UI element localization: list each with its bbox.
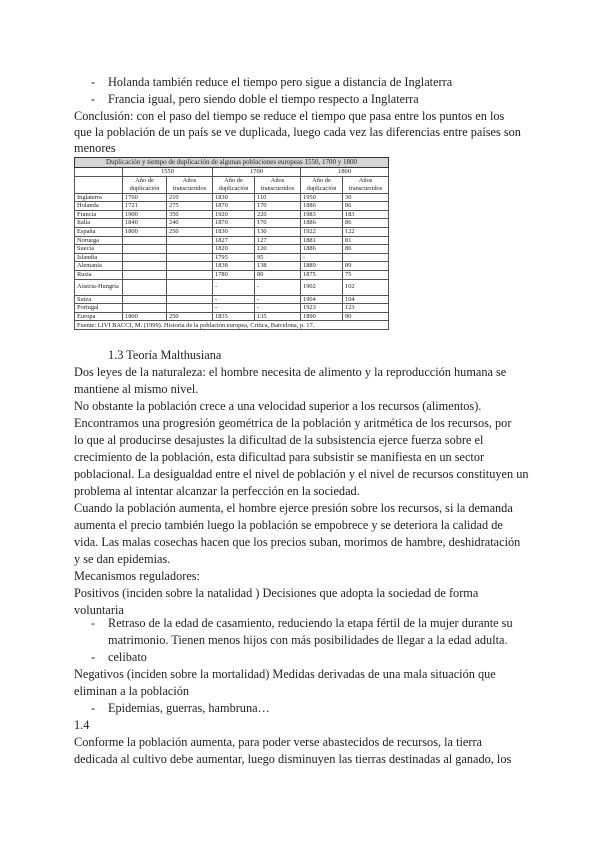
subheader-years: Años transcurridos	[167, 176, 213, 193]
table-row	[75, 279, 389, 295]
value-cell	[167, 236, 213, 245]
country-cell: Noruega	[75, 236, 123, 245]
value-cell: 275	[167, 202, 213, 211]
value-cell: -	[213, 295, 255, 304]
table-row	[75, 227, 389, 236]
value-cell	[167, 270, 213, 279]
subheader-year: Año de duplicación	[213, 176, 255, 193]
value-cell: 81	[343, 236, 389, 245]
value-cell: 1800	[123, 227, 167, 236]
value-cell: 220	[255, 210, 301, 219]
value-cell: 86	[343, 202, 389, 211]
bullet-marker: -	[91, 650, 96, 664]
value-cell: 1886	[301, 245, 343, 254]
malthus-line: mantiene al mismo nivel.	[74, 382, 199, 396]
value-cell: 1902	[301, 279, 343, 295]
table-row	[75, 295, 389, 304]
country-cell: Portugal	[75, 304, 123, 313]
malthus-line: Encontramos una progresión geométrica de la población y aritmética de los recursos, por	[74, 416, 512, 430]
value-cell	[167, 262, 213, 271]
malthus-line: Positivos (inciden sobre la natalidad ) Decisiones que adopta la sociedad de forma	[74, 586, 479, 600]
negative-line: Negativos (inciden sobre la mortalidad) Medidas derivadas de una mala situación que	[74, 667, 496, 681]
value-cell: -	[213, 279, 255, 295]
value-cell: 1827	[213, 236, 255, 245]
country-cell: Holanda	[75, 202, 123, 211]
country-cell: Austria-Hungría	[75, 279, 123, 295]
value-cell: 1886	[301, 219, 343, 228]
period-header: 1700	[213, 168, 301, 177]
value-cell: 1795	[213, 253, 255, 262]
bullet-marker: -	[91, 92, 96, 106]
value-cell: 1900	[123, 210, 167, 219]
value-cell: 1780	[213, 270, 255, 279]
value-cell	[123, 304, 167, 313]
value-cell: -	[255, 304, 301, 313]
bullet-retraso-cont: matrimonio. Tienen menos hijos con más posibilidades de llegar a la edad adulta.	[108, 633, 508, 647]
table-row	[75, 236, 389, 245]
table-row	[75, 253, 389, 262]
value-cell: 90	[343, 312, 389, 321]
value-cell: 1838	[213, 262, 255, 271]
value-cell: 1886	[301, 202, 343, 211]
value-cell: 1840	[123, 219, 167, 228]
subheader-year: Año de duplicación	[123, 176, 167, 193]
section-heading-1-3: 1.3 Teoría Malthusiana	[108, 348, 222, 362]
value-cell: 1881	[301, 236, 343, 245]
value-cell: 1983	[301, 210, 343, 219]
value-cell: 1830	[213, 193, 255, 202]
value-cell: 123	[343, 304, 389, 313]
value-cell	[343, 253, 389, 262]
value-cell	[123, 262, 167, 271]
value-cell: 30	[343, 193, 389, 202]
value-cell: 183	[343, 210, 389, 219]
country-cell: España	[75, 227, 123, 236]
value-cell: 138	[255, 262, 301, 271]
value-cell	[167, 253, 213, 262]
duplication-table-figure	[74, 157, 388, 333]
value-cell: 350	[167, 210, 213, 219]
value-cell: 104	[343, 295, 389, 304]
value-cell: 80	[255, 270, 301, 279]
malthus-line: Mecanismos reguladores:	[74, 569, 201, 583]
table-row	[75, 210, 389, 219]
value-cell: 75	[343, 270, 389, 279]
value-cell: 1870	[213, 202, 255, 211]
bullet-holanda: Holanda también reduce el tiempo pero sigue a distancia de Inglaterra	[108, 75, 453, 89]
table-row	[75, 193, 389, 202]
malthus-line: No obstante la población crece a una velocidad superior a los recursos (alimentos).	[74, 399, 482, 413]
value-cell: 1760	[123, 193, 167, 202]
country-cell: Suecia	[75, 245, 123, 254]
country-cell: Suiza	[75, 295, 123, 304]
value-cell: 102	[343, 279, 389, 295]
table-row	[75, 312, 389, 321]
value-cell	[167, 245, 213, 254]
duplication-table	[74, 157, 389, 330]
conclusion-line: Conclusión: con el paso del tiempo se reduce el tiempo que pasa entre los puntos en los	[74, 109, 505, 123]
value-cell: -	[213, 304, 255, 313]
bullet-marker: -	[91, 616, 96, 630]
malthus-line: voluntaria	[74, 603, 124, 617]
value-cell	[167, 295, 213, 304]
value-cell	[123, 295, 167, 304]
malthus-line: Dos leyes de la naturaleza: el hombre necesita de alimento y la reproducción humana se	[74, 365, 507, 379]
bullet-marker: -	[91, 701, 96, 715]
malthus-line: y se dan epidemias.	[74, 552, 171, 566]
negative-line: eliminan a la población	[74, 684, 190, 698]
value-cell: 122	[343, 227, 389, 236]
value-cell: 1920	[213, 210, 255, 219]
country-cell: Rusia	[75, 270, 123, 279]
value-cell	[167, 304, 213, 313]
section-heading-1-4: 1.4	[74, 718, 90, 732]
value-cell: 1820	[213, 245, 255, 254]
table-row	[75, 202, 389, 211]
value-cell: 1889	[301, 262, 343, 271]
malthus-line: aumenta el precio también luego la población se empobrece y se deteriora la calidad de	[74, 518, 503, 532]
country-cell: Alemania	[75, 262, 123, 271]
value-cell: 1830	[213, 227, 255, 236]
value-cell: 135	[255, 312, 301, 321]
value-cell: 210	[167, 193, 213, 202]
malthus-line: lo que al producirse desajustes la dificultad de la subsistencia ejerce fuerza sobre el	[74, 433, 484, 447]
value-cell: 89	[343, 262, 389, 271]
value-cell: 240	[167, 219, 213, 228]
table-corner	[75, 168, 123, 177]
bullet-marker: -	[91, 75, 96, 89]
final-line: dedicada al cultivo debe aumentar, luego disminuyen las tierras destinadas al ganado, los	[74, 752, 512, 766]
malthus-line: crecimiento de la población, esta dificultad para subsistir se manifiesta en un sector	[74, 450, 485, 464]
period-header: 1550	[123, 168, 213, 177]
value-cell: 250	[167, 227, 213, 236]
subheader-years: Años transcurridos	[255, 176, 301, 193]
malthus-line: vida. Las malas cosechas hacen que los precios suban, morimos de hambre, deshidratación	[74, 535, 521, 549]
value-cell: 250	[167, 312, 213, 321]
table-row	[75, 245, 389, 254]
value-cell: 1950	[301, 193, 343, 202]
value-cell	[123, 236, 167, 245]
value-cell: 110	[255, 193, 301, 202]
value-cell: 95	[255, 253, 301, 262]
bullet-francia: Francia igual, pero siendo doble el tiempo respecto a Inglaterra	[108, 92, 419, 106]
table-row	[75, 270, 389, 279]
bullet-retraso: Retraso de la edad de casamiento, reduciendo la etapa fértil de la mujer durante su	[108, 616, 513, 630]
conclusion-line: menores	[74, 141, 116, 155]
value-cell: 1721	[123, 202, 167, 211]
malthus-line: Cuando la población aumenta, el hombre ejerce presión sobre los recursos, si la demanda	[74, 501, 513, 515]
bullet-celibato: celibato	[108, 650, 147, 664]
conclusion-line: que la población de un país se ve duplicada, luego cada vez las diferencias entre países son	[74, 125, 521, 139]
country-cell: Italia	[75, 219, 123, 228]
value-cell	[123, 245, 167, 254]
value-cell: 127	[255, 236, 301, 245]
value-cell: 120	[255, 245, 301, 254]
value-cell: -	[255, 279, 301, 295]
malthus-line: problema al intentar alcanzar la perfección en la sociedad.	[74, 484, 360, 498]
table-row	[75, 304, 389, 313]
value-cell: 130	[255, 227, 301, 236]
subheader-years: Años transcurridos	[343, 176, 389, 193]
value-cell: -	[255, 295, 301, 304]
malthus-line: poblacional. La desigualdad entre el nivel de población y el nivel de recursos constituyen un	[74, 467, 529, 481]
final-line: Conforme la población aumenta, para poder verse abastecidos de recursos, la tierra	[74, 735, 483, 749]
value-cell: -	[301, 253, 343, 262]
period-header: 1800	[301, 168, 389, 177]
table-row	[75, 262, 389, 271]
country-cell: Francia	[75, 210, 123, 219]
value-cell: 1904	[301, 295, 343, 304]
value-cell: 86	[343, 245, 389, 254]
value-cell: 1923	[301, 304, 343, 313]
value-cell: 1922	[301, 227, 343, 236]
country-cell: Islandia	[75, 253, 123, 262]
value-cell: 1875	[301, 270, 343, 279]
bullet-epidemias: Epidemias, guerras, hambruna…	[108, 701, 270, 715]
table-caption: Duplicación y tiempo de duplicación de algunas poblaciones europeas 1550, 1700 y 1800	[75, 158, 389, 168]
value-cell: 86	[343, 219, 389, 228]
country-cell: Inglaterra	[75, 193, 123, 202]
value-cell	[123, 279, 167, 295]
value-cell: 1870	[213, 219, 255, 228]
country-cell: Europa	[75, 312, 123, 321]
value-cell: 170	[255, 202, 301, 211]
value-cell: 1890	[301, 312, 343, 321]
table-corner	[75, 176, 123, 193]
value-cell: 170	[255, 219, 301, 228]
value-cell	[123, 270, 167, 279]
value-cell: 1835	[213, 312, 255, 321]
value-cell	[123, 253, 167, 262]
value-cell: 1800	[123, 312, 167, 321]
table-source: Fuente: LIVI BACCI, M. (1999). Historia de la población europea, Crítica, Barcelona, p. 17.	[75, 321, 389, 330]
table-row	[75, 219, 389, 228]
subheader-year: Año de duplicación	[301, 176, 343, 193]
value-cell	[167, 279, 213, 295]
